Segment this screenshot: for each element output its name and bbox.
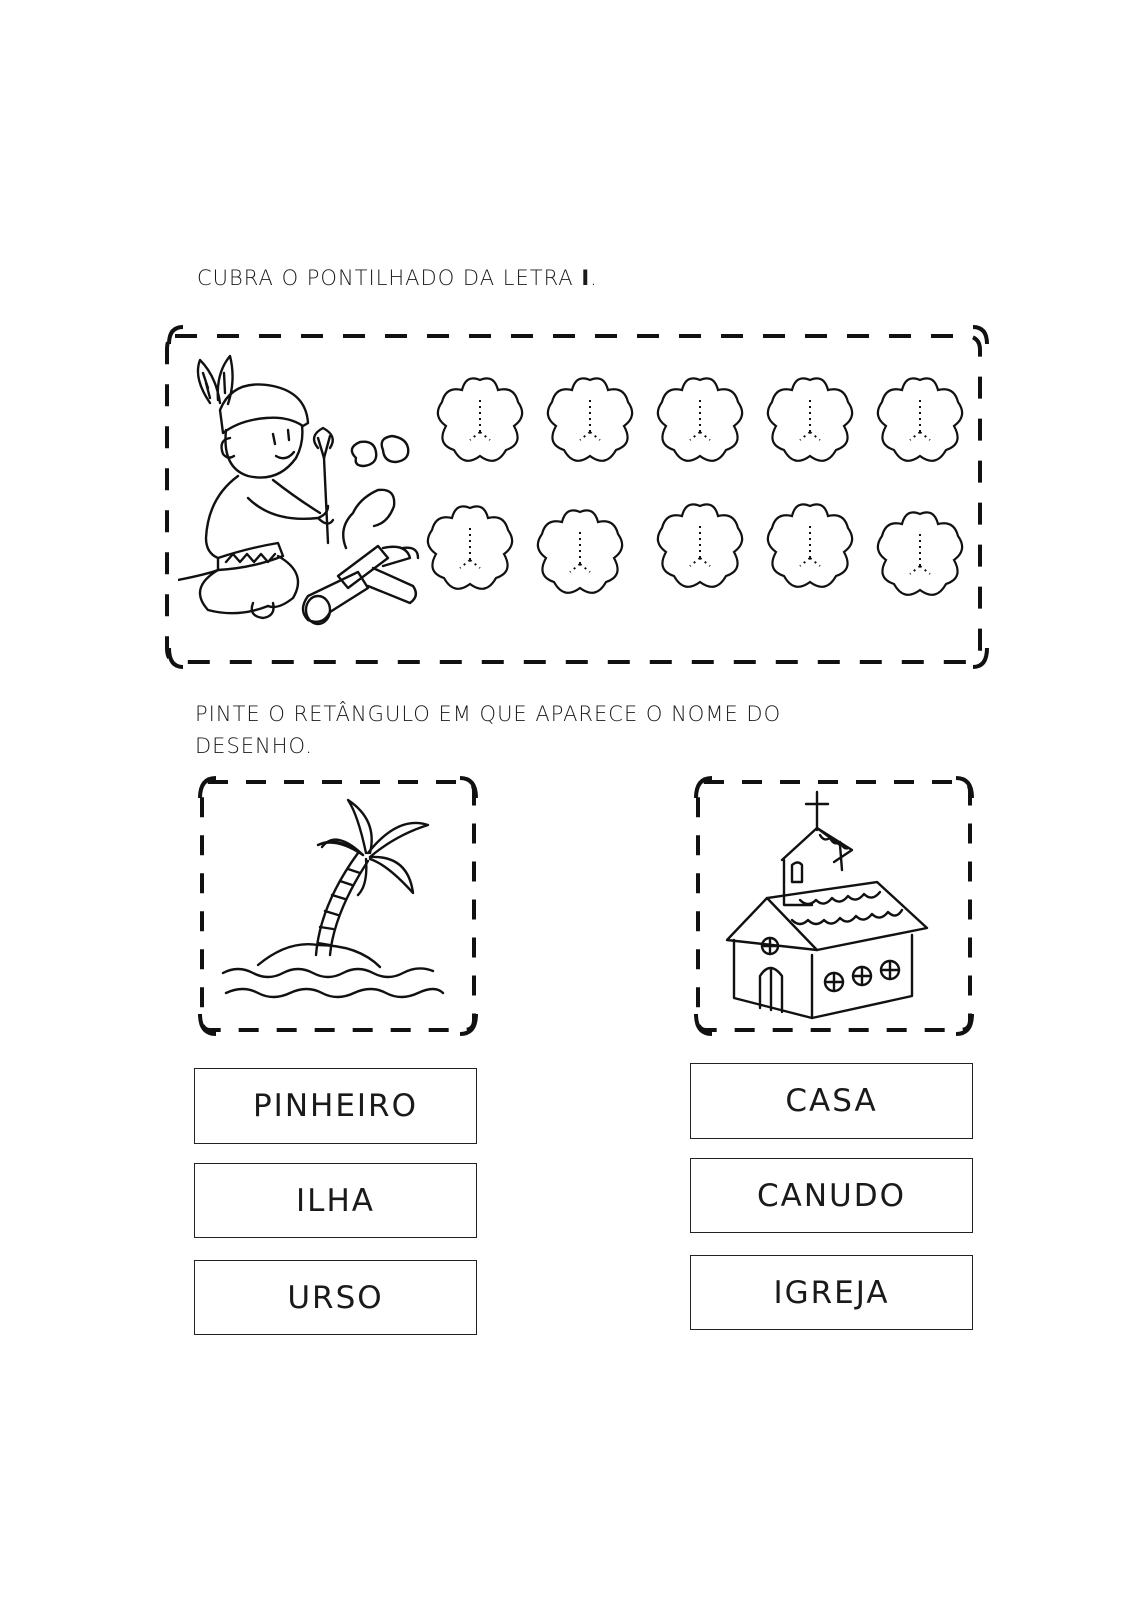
option-pinheiro[interactable]: PINHEIRO [194, 1068, 477, 1144]
instruction-paint-rectangle: PINTE O RETÂNGULO EM QUE APARECE O NOME DO DESENHO. [195, 702, 782, 758]
flower-trace-i[interactable] [870, 372, 970, 468]
flower-trace-i[interactable] [430, 372, 530, 468]
instruction-trace-letter-i: I [581, 266, 591, 290]
flower-trace-i[interactable] [760, 498, 860, 594]
option-casa[interactable]: CASA [690, 1063, 973, 1139]
instruction-trace-period: . [590, 266, 598, 290]
option-ilha[interactable]: ILHA [194, 1163, 477, 1238]
flower-trace-i[interactable] [650, 372, 750, 468]
flower-trace-i[interactable] [420, 500, 520, 596]
flower-trace-i[interactable] [760, 372, 860, 468]
palm-island-drawing [218, 795, 448, 1010]
option-igreja[interactable]: IGREJA [690, 1255, 973, 1330]
option-urso[interactable]: URSO [194, 1260, 477, 1335]
flower-trace-i[interactable] [870, 506, 970, 602]
instruction-trace-letter [197, 262, 598, 294]
flower-trace-i[interactable] [540, 372, 640, 468]
flower-trace-i[interactable] [650, 498, 750, 594]
instruction-trace-text: CUBRA O PONTILHADO DA LETRA [197, 266, 582, 290]
boy-fire-illustration [178, 348, 428, 633]
option-canudo[interactable]: CANUDO [690, 1158, 973, 1233]
church-drawing [722, 790, 942, 1025]
flower-tracing-grid [430, 372, 975, 612]
flower-trace-i[interactable] [530, 504, 630, 600]
